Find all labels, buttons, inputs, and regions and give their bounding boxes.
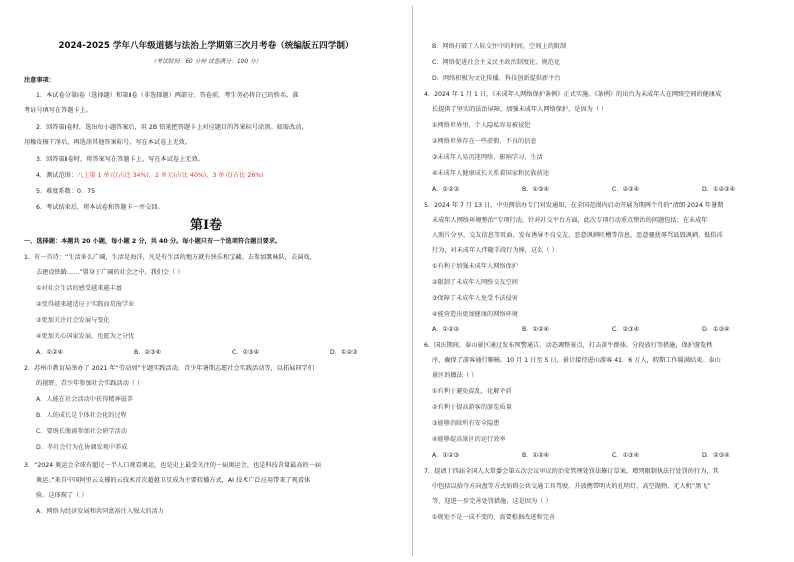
- q4-option-1: ①网络世界里，个人隐私容易被侵犯: [432, 122, 531, 129]
- q5-answer-b: B．①②④: [522, 326, 550, 333]
- q6-answer-b: B．①②④: [522, 452, 550, 459]
- q5-option-2: ②限制了未成年人网络交友空间: [432, 279, 518, 286]
- q4-answer-c: C．②③④: [612, 186, 640, 193]
- q4-option-2: ②网络世界存在一些虚假、不良的信息: [432, 138, 537, 145]
- note-2b: 用橡皮擦干净后，再选涂其他答案标号。写在本试卷上无效。: [24, 139, 192, 146]
- q6-line1: 6．国庆期间，泰山景区通过发布预警通告，动态调整景点，打击黄牛群体，分段放行等措施，保护游览秩: [424, 342, 713, 349]
- q7-line3: 等，迎进一步完善处罚措施，这是因为（ ）: [432, 498, 552, 505]
- q5-answer-d: D．①③④: [702, 326, 730, 333]
- q1-option-2: ②变得越来越适应于实践而荒废学业: [36, 301, 135, 308]
- exam-subtitle: （考试时间：60 分钟 试卷满分：100 分）: [150, 59, 262, 65]
- q1-option-3: ③更加关注社会发展与变化: [36, 317, 110, 324]
- q5-answer-c: C．②③④: [612, 326, 640, 333]
- q6-option-2: ②有利于提高游客的游览质量: [432, 404, 512, 411]
- q4-answer-b: B．①③④: [522, 186, 550, 193]
- test-scope: 八上第 1 单元(占比 34%)、2 单元(占比 40%)、3 单元(占比 26%): [77, 172, 264, 179]
- q1-answer-c: C．①③④: [232, 349, 260, 356]
- q3-line1: 3．“2024 奥运会全球有超过一半人口观看奥运，也是史上最受关注的一届奥运会，也是科技含量最高的一届: [24, 462, 322, 469]
- q2-option-d: D．孝社会行为在协调发观中养成: [36, 444, 128, 451]
- q3-line2: 奥运。”来自中国阿里云支撑的云技术首次超越卫星成为主要转播方式，AI 技术广泛应用带来了观看体: [36, 477, 311, 484]
- q1-answer-a: A．①②④: [36, 349, 64, 356]
- q4-option-4: ④未成年人健康成长关系着国家和民族前途: [432, 170, 549, 177]
- q2-option-b: B．人的成长是个体社会化的过程: [36, 412, 127, 419]
- q5-line4: 行为，对未成年人伴随手段行为捧，这么（ ）: [432, 247, 558, 254]
- q5-option-4: ④能营造出更加健康的网络环境: [432, 311, 518, 318]
- q6-option-3: ③能够消除所有安全隐患: [432, 420, 500, 427]
- q1-option-4: ④更加关心国家发展，也愿为之分忧: [36, 333, 135, 340]
- q6-answer-c: C．①③④: [612, 452, 640, 459]
- section-title: 第Ⅰ卷: [189, 218, 223, 233]
- q1-answer-d: D．①②③: [330, 349, 358, 356]
- q1-line2: 去建设铁路……”置身于广阔的社会之中，我们会（ ）: [36, 269, 184, 276]
- q2-line2: 的视野。青少年参加社会实践活动（ ）: [36, 380, 144, 387]
- q3-line3: 验。这体现了（ ）: [36, 492, 88, 499]
- note-1a: 1．本试卷分第Ⅰ卷（选择题）和第Ⅱ卷（非选择题）两部分。答卷前，考生务必将自己的姓名、准: [36, 92, 299, 99]
- note-1b: 考证号填写在答题卡上。: [24, 107, 93, 114]
- note-6: 6．考试结束后，将本试卷和答题卡一并交回。: [36, 204, 164, 211]
- q2-option-c: C．要既长脱离参加社会研学活动: [36, 428, 127, 435]
- q3-option-d: D．网络积极为文化传播、科技创新提供新平台: [432, 75, 561, 82]
- q5-line1: 5．2024 年 7 月 13 日，中央网信办专门对发通知，在全国范围内启动开展为期两个月的“清朗·2024 年暑期: [424, 202, 724, 209]
- q5-answer-a: A．①②③: [432, 326, 460, 333]
- notes-heading: 注意事项：: [24, 77, 55, 84]
- q7-line2: 中包括以拾夺方向盘等方式妨碍公共交通工具驾驶、升放携带明火的孔明灯、高空抛物、无人机“黑飞”: [432, 483, 711, 490]
- q4-line1: 4．2024 年 1 月 1 日，《未成年人网络保护条例》正式实施。《条例》的出台为未成年人在网络空间的健康成: [424, 91, 722, 98]
- q1-option-1: ①对社会生活的感受越来越丰富: [36, 285, 122, 292]
- q5-line3: 人照片分享、交友信息等页面，发布诱导不良交友、恶意讽刺吐槽等信息，恶意骚扰辱骂诋毁讽刺、低俗淫: [432, 232, 723, 239]
- q7-option-1: ①规矩不是一成不变的，需要根据改进和完善: [432, 514, 556, 521]
- q2-line1: 2．苏州市教育局举办了 2021 年“劳动周”主题实践活动，青少年暑期志愿社会实践活动等，以拓展同学们: [24, 365, 314, 372]
- q5-option-1: ①有利于加强未成年人网络保护: [432, 263, 518, 270]
- note-4-prefix: 4．测试范围：: [36, 172, 78, 179]
- q6-option-1: ①有利于避免混乱，化解矛盾: [432, 388, 512, 395]
- q2-option-a: A．人能在社会活动中获得精神滋养: [36, 396, 134, 403]
- q3-option-b: B．网络打破了人际交往中的时间，空间上的限制: [432, 43, 567, 50]
- q6-line3: 景区的做法（ ）: [432, 372, 478, 379]
- q3-option-a: A．网络为经济发展和共同富裕注入强大的活力: [36, 508, 164, 515]
- q3-option-c: C．网络促进社会主义民主政治制度化、规范化: [432, 59, 561, 66]
- q6-answer-d: D．②③④: [702, 452, 730, 459]
- q5-option-3: ③保障了未成年人免受不法侵害: [432, 295, 518, 302]
- q6-option-4: ④能够提高景区的运行效率: [432, 436, 506, 443]
- q6-answer-a: A．①②③: [432, 452, 460, 459]
- q1-line1: 1．有一首诗：“生活多么广阔，生活是海洋，凡是有生活的地方就有快乐和宝藏。去参加歌咏队，去演戏，: [24, 254, 316, 261]
- right-column: [412, 0, 794, 562]
- q1-answer-b: B．②③④: [134, 349, 162, 356]
- q6-line2: 序，确保了游客通行顺畅。10 月 1 日至 5 日，景计接待进山游客 41．6 万人，假期工作圆满结束。泰山: [432, 357, 721, 364]
- q4-answer-a: A．①②③: [432, 186, 460, 193]
- note-5: 5．难度系数：0．75: [36, 188, 96, 195]
- exam-title: 2024-2025 学年八年级道德与法治上学期第三次月考卷（统编版五四学制）: [58, 41, 354, 51]
- q4-line2: 长提供了坚实的法治屏障，加强未成年人网络保护，是因为（ ）: [432, 106, 608, 113]
- note-4: [36, 172, 264, 179]
- note-2a: 2．回答第Ⅰ卷时，选出每小题答案后，用 2B 铅笔把答题卡上对应题目的答案标号涂黑。如需改动，: [36, 124, 308, 131]
- q7-line1: 7．提请十四届全国人大常委会第五次会议审议的治安管理处罚法修订草案，增列限制执法行处罚的行为，其: [424, 468, 719, 475]
- note-3: 3．回答第Ⅱ卷时，将答案写在答题卡上。写在本试卷上无效。: [36, 156, 204, 163]
- q4-option-3: ③未成年人易沉迷网络，影响学习、生活: [432, 154, 543, 161]
- q4-answer-d: D．①②③④: [702, 186, 736, 193]
- q5-line2: 未成年人网络环境整治”专项行动，针对社交平台方面，此次专项行动重点整治的问题包括：在未成年: [432, 217, 708, 224]
- section-intro: 一、选择题：本题共 20 小题，每小题 2 分，共 40 分。每小题只有一个选项符合题目要求。: [24, 238, 282, 245]
